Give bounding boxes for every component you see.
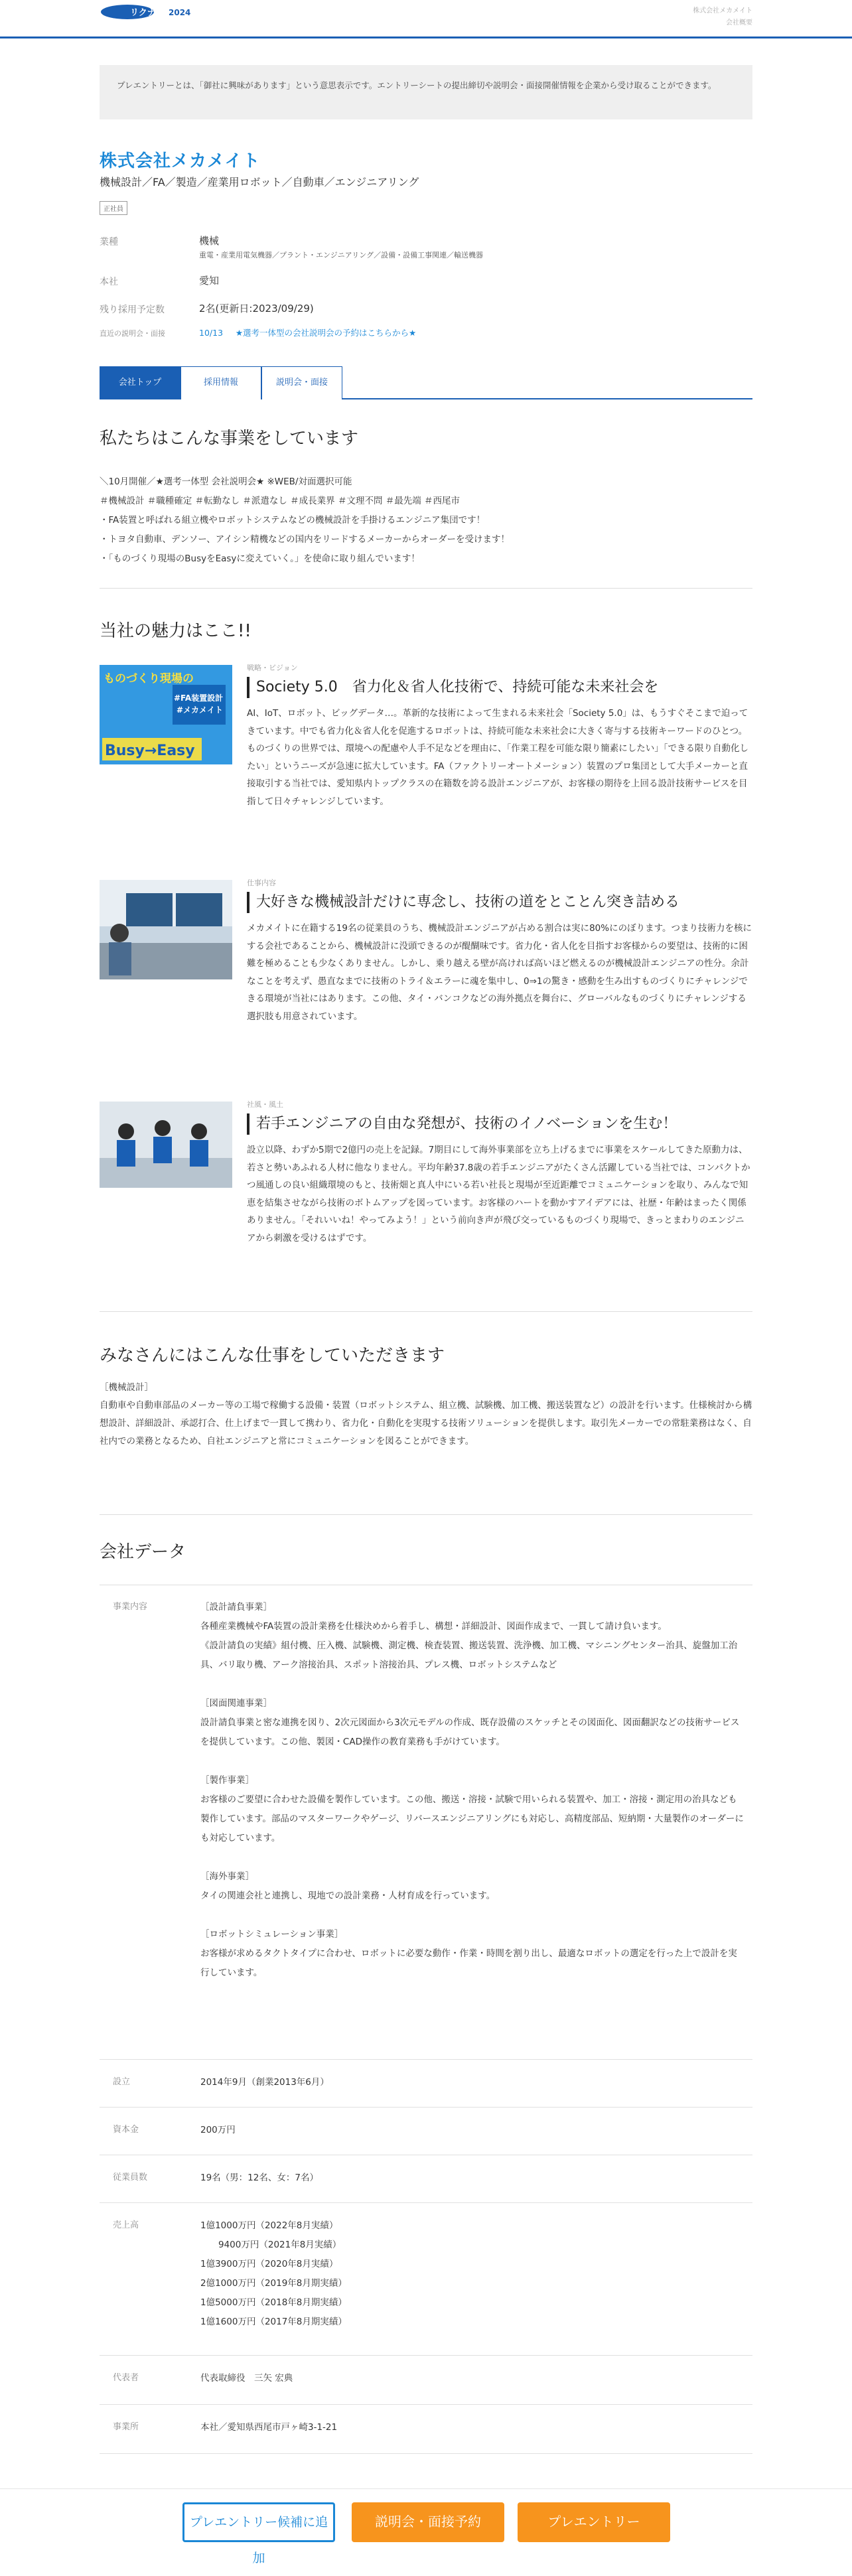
data-label: 事業所 [113, 2422, 139, 2432]
business-line: ＃機械設計 ＃職種確定 ＃転勤なし ＃派遣なし ＃成長業界 ＃文理不問 ＃最先端 ＃西尾市 [100, 496, 461, 506]
recent-seminar-link[interactable]: ★選考一体型の会社説明会の予約はこちらから★ [235, 328, 417, 338]
sticky-action-bar [0, 2488, 852, 2565]
work-body: ［機械設計］ 自動車や自動車部品のメーカー等の工場で稼働する設備・装置（ロボットシステム、組立機、試験機、加工機、搬送装置など）の設計を行います。仕様検討から構想設計、詳細設計、承認打合、仕上げまで一貫して携わり、省力化・自動化を実現する技術ソリューションを提供します。取引先メーカーでの常駐業務はなく、自社内での業務となるため、自社エンジニアと常にコミュニケーションを図ることができます。 [100, 1382, 752, 1447]
data-label: 代表者 [113, 2373, 139, 2383]
business-line: ・「ものづくり現場のBusyをEasyに変えていく。」を使命に取り組んでいます！ [100, 553, 420, 564]
tab-seminar[interactable]: 説明会・面接 [261, 366, 342, 399]
data-row-sales [100, 2203, 752, 2356]
business-line: ＼10月開催／★選考一体型 会社説明会★ ※WEB/対面選択可能 [100, 476, 352, 487]
charm-image-vision [100, 665, 232, 764]
data-row-capital [100, 2108, 752, 2155]
data-label: 売上高 [113, 2220, 139, 2230]
industry-label: 業種 [100, 237, 118, 248]
work-title: みなさんにはこんな仕事をしていただきます [100, 1346, 445, 1366]
charm-image-caption: #メカメイト [177, 705, 223, 715]
hq-label: 本社 [100, 277, 118, 287]
seminar-reserve-button[interactable]: 説明会・面接予約 [352, 2502, 504, 2542]
pre-entry-button[interactable]: プレエントリー [518, 2502, 670, 2542]
business-title: 私たちはこんな事業をしています [100, 429, 359, 449]
header-links [693, 5, 752, 29]
charm-category: 戦略・ビジョン [247, 664, 298, 672]
company-categories: 機械設計／FA／製造／産業用ロボット／自動車／エンジニアリング [100, 176, 419, 188]
site-header [0, 0, 852, 38]
rikunabi-logo[interactable] [100, 3, 212, 21]
data-value: 200万円 [200, 2125, 236, 2135]
employment-badge: 正社員 [100, 201, 127, 215]
pre-entry-notice: プレエントリーとは、「御社に興味があります」という意思表示です。エントリーシートの提出締切や説明会・面接開催情報を企業から受け取ることができます。 [100, 65, 752, 119]
charm-image-caption: Busy→Easy [105, 743, 195, 759]
data-row-office [100, 2405, 752, 2454]
charm-category: 仕事内容 [247, 879, 276, 887]
business-line: ・トヨタ自動車、デンソー、アイシン精機などの国内をリードするメーカーからオーダーを受けます！ [100, 534, 510, 545]
data-value: 19名（男：12名、女：7名） [200, 2173, 319, 2183]
header-link-company[interactable]: 株式会社メカメイト [693, 7, 752, 15]
charm-image-caption: #FA装置設計 [174, 693, 224, 703]
data-value: 代表取締役 三矢 宏典 [200, 2373, 293, 2384]
divider [100, 588, 752, 589]
data-label: 資本金 [113, 2125, 139, 2135]
company-data-title: 会社データ [100, 1542, 186, 1562]
charm-item [247, 662, 752, 810]
charm-heading: 大好きな機械設計だけに専念し、技術の道をとことん突き詰める [247, 892, 752, 913]
remaining-value: 2名(更新日:2023/09/29) [199, 303, 314, 315]
data-value: 2014年9月（創業2013年6月） [200, 2077, 329, 2088]
data-label: 事業内容 [113, 1602, 148, 1612]
charm-body: 設立以降、わずか5期で2億円の売上を記録。7期目にして海外事業部を立ち上げるまでに事業をスケールしてきた原動力は、若さと勢いあふれる人材に他なりません。平均年齢37.8歳の若手エンジニアがたくさん活躍している当社では、コンパクトかつ風通しの良い組織環境のもと、技術畑と真人中にいる若い社長と現場が至近距離でコミュニケーションを取り、みんなで知恵を結集させながら技術のボトムアップを図っています。お客様のハートを動かすアイデアには、社歴・年齢はまったく関係ありません。「それいいね！やってみよう！」という前向き声が飛び交っているものづくり現場で、きっとまわりのエンジニアから刺激を受けるはずです。 [247, 1145, 750, 1244]
remaining-label: 残り採用予定数 [100, 305, 165, 315]
divider [100, 1514, 752, 1515]
company-name: 株式会社メカメイト [100, 151, 261, 171]
recent-date[interactable]: 10/13 [199, 328, 224, 338]
data-row-founded [100, 2060, 752, 2108]
charm-image-work [100, 880, 232, 979]
recent-label: 直近の説明会・面接 [100, 329, 165, 338]
charm-image-caption: ものづくり現場の [104, 672, 194, 685]
charm-body: AI、IoT、ロボット、ビッグデータ…。革新的な技術によって生まれる未来社会「Society 5.0」は、もうすぐそこまで迫ってきています。中でも省力化＆省人化を促進するロボットは、持続可能な未来社会に大きく寄与する技術キーワードのひとつ。ものづくりの世界では、環境への配慮や人手不足などを理由に、「作業工程を可能な限り簡素にしたい」「できる限り自動化したい」というニーズが急速に拡大しています。FA（ファクトリーオートメーション）装置のプロ集団として大手メーカーと直接取引する当社では、愛知県内トップクラスの在籍数を誇る設計エンジニアが、お客様の期待を上回る設計技術サービスを目指して日々チャレンジしています。 [247, 708, 748, 807]
charm-heading: 若手エンジニアの自由な発想が、技術のイノベーションを生む！ [247, 1113, 752, 1135]
svg-text:2024: 2024 [169, 8, 191, 17]
data-row-employees [100, 2155, 752, 2203]
add-candidate-button[interactable]: プレエントリー候補に追加 [182, 2502, 335, 2542]
industry-sub: 重電・産業用電気機器／プラント・エンジニアリング／設備・設備工事関連／輸送機器 [199, 251, 484, 259]
company-tabs [100, 366, 752, 399]
industry-value: 機械 [199, 235, 220, 247]
charm-item [247, 1099, 752, 1247]
tab-recruit-info[interactable]: 採用情報 [180, 366, 261, 399]
data-value: 1億1000万円（2022年8月実績） 9400万円（2021年8月実績） 1億3900万円（2020年8月実績） 2億1000万円（2019年8月期実績） 1億5000万円（2018年8月期実績） 1億1600万円（2017年8月期実績） [200, 2220, 347, 2327]
charm-item [247, 877, 752, 1025]
logo-text: リクナビ [130, 8, 165, 18]
data-row-representative [100, 2356, 752, 2405]
data-value: 本社／愛知県西尾市戸ヶ崎3-1-21 [200, 2422, 338, 2433]
divider [100, 1311, 752, 1312]
charm-body: メカメイトに在籍する19名の従業員のうち、機械設計エンジニアが占める割合は実に80%にのぼります。つまり技術力を核にする会社であることから、機械設計に没頭できるのが醍醐味です。省力化・省人化を目指すお客様からの要望は、技術的に困難を極めることも少なくありません。しかし、乗り越える壁が高ければ高いほど燃えるのが機械設計エンジニアの性分。余計なことを考えず、愚直なまでに技術のトライ＆エラーに魂を集中し、0⇒1の驚き・感動を生み出すものづくりにチャレンジできる環境が当社にはあります。この他、タイ・バンコクなどの海外拠点を舞台に、グローバルなものづくりにチャレンジする選択肢も用意されています。 [247, 923, 752, 1022]
charm-title: 当社の魅力はここ!! [100, 621, 251, 641]
data-row-business [100, 1585, 752, 2060]
hq-value: 愛知 [199, 275, 220, 287]
charm-heading: Society 5.0 省力化＆省人化技術で、持続可能な未来社会を [247, 677, 752, 698]
company-info-table [100, 234, 752, 340]
tab-company-top[interactable]: 会社トップ [100, 366, 180, 399]
charm-image-culture [100, 1102, 232, 1188]
header-link-overview[interactable]: 会社概要 [726, 19, 752, 27]
data-label: 従業員数 [113, 2173, 148, 2182]
charm-category: 社風・風土 [247, 1100, 283, 1109]
data-value: ［設計請負事業］ 各種産業機械やFA装置の設計業務を仕様決めから着手し、構想・詳細設計、図面作成まで、一貫して請け負います。 《設計請負の実績》組付機、圧入機、試験機、測定機、検査装置、搬送装置、洗浄機、加工機、マシニングセンター治具、旋盤加工治具、バリ取り機、アーク溶接治具、スポット溶接治具、プレス機、ロボットシステムなど ［図面関連事業］ 設計請負事業と密な連携を図り、2次元図面から3次元モデルの作成、既存設備のスケッチとその図面化、図面翻訳などの技術サービスを提供しています。この他、製図・CAD操作の教育業務も手がけています。 ［製作事業］ お客様のご要望に合わせた設備を製作しています。この他、搬送・溶接・試験で用いられる装置や、加工・溶接・測定用の治具なども製作しています。部品のマスターワークやゲージ、リバースエンジニアリングにも対応し、高精度部品、短納期・大量製作のオーダーにも対応しています。 ［海外事業］ タイの関連会社と連携し、現地での設計業務・人材育成を行っています。 ［ロボットシミュレーション事業］ お客様が求めるタクトタイプに合わせ、ロボットに必要な動作・作業・時間を割り出し、最適なロボットの選定を行った上で設計を実行しています。 [200, 1602, 744, 1978]
business-description [100, 472, 752, 569]
data-label: 設立 [113, 2077, 131, 2087]
business-line: ・FA装置と呼ばれる組立機やロボットシステムなどの機械設計を手掛けるエンジニア集団です！ [100, 515, 486, 526]
